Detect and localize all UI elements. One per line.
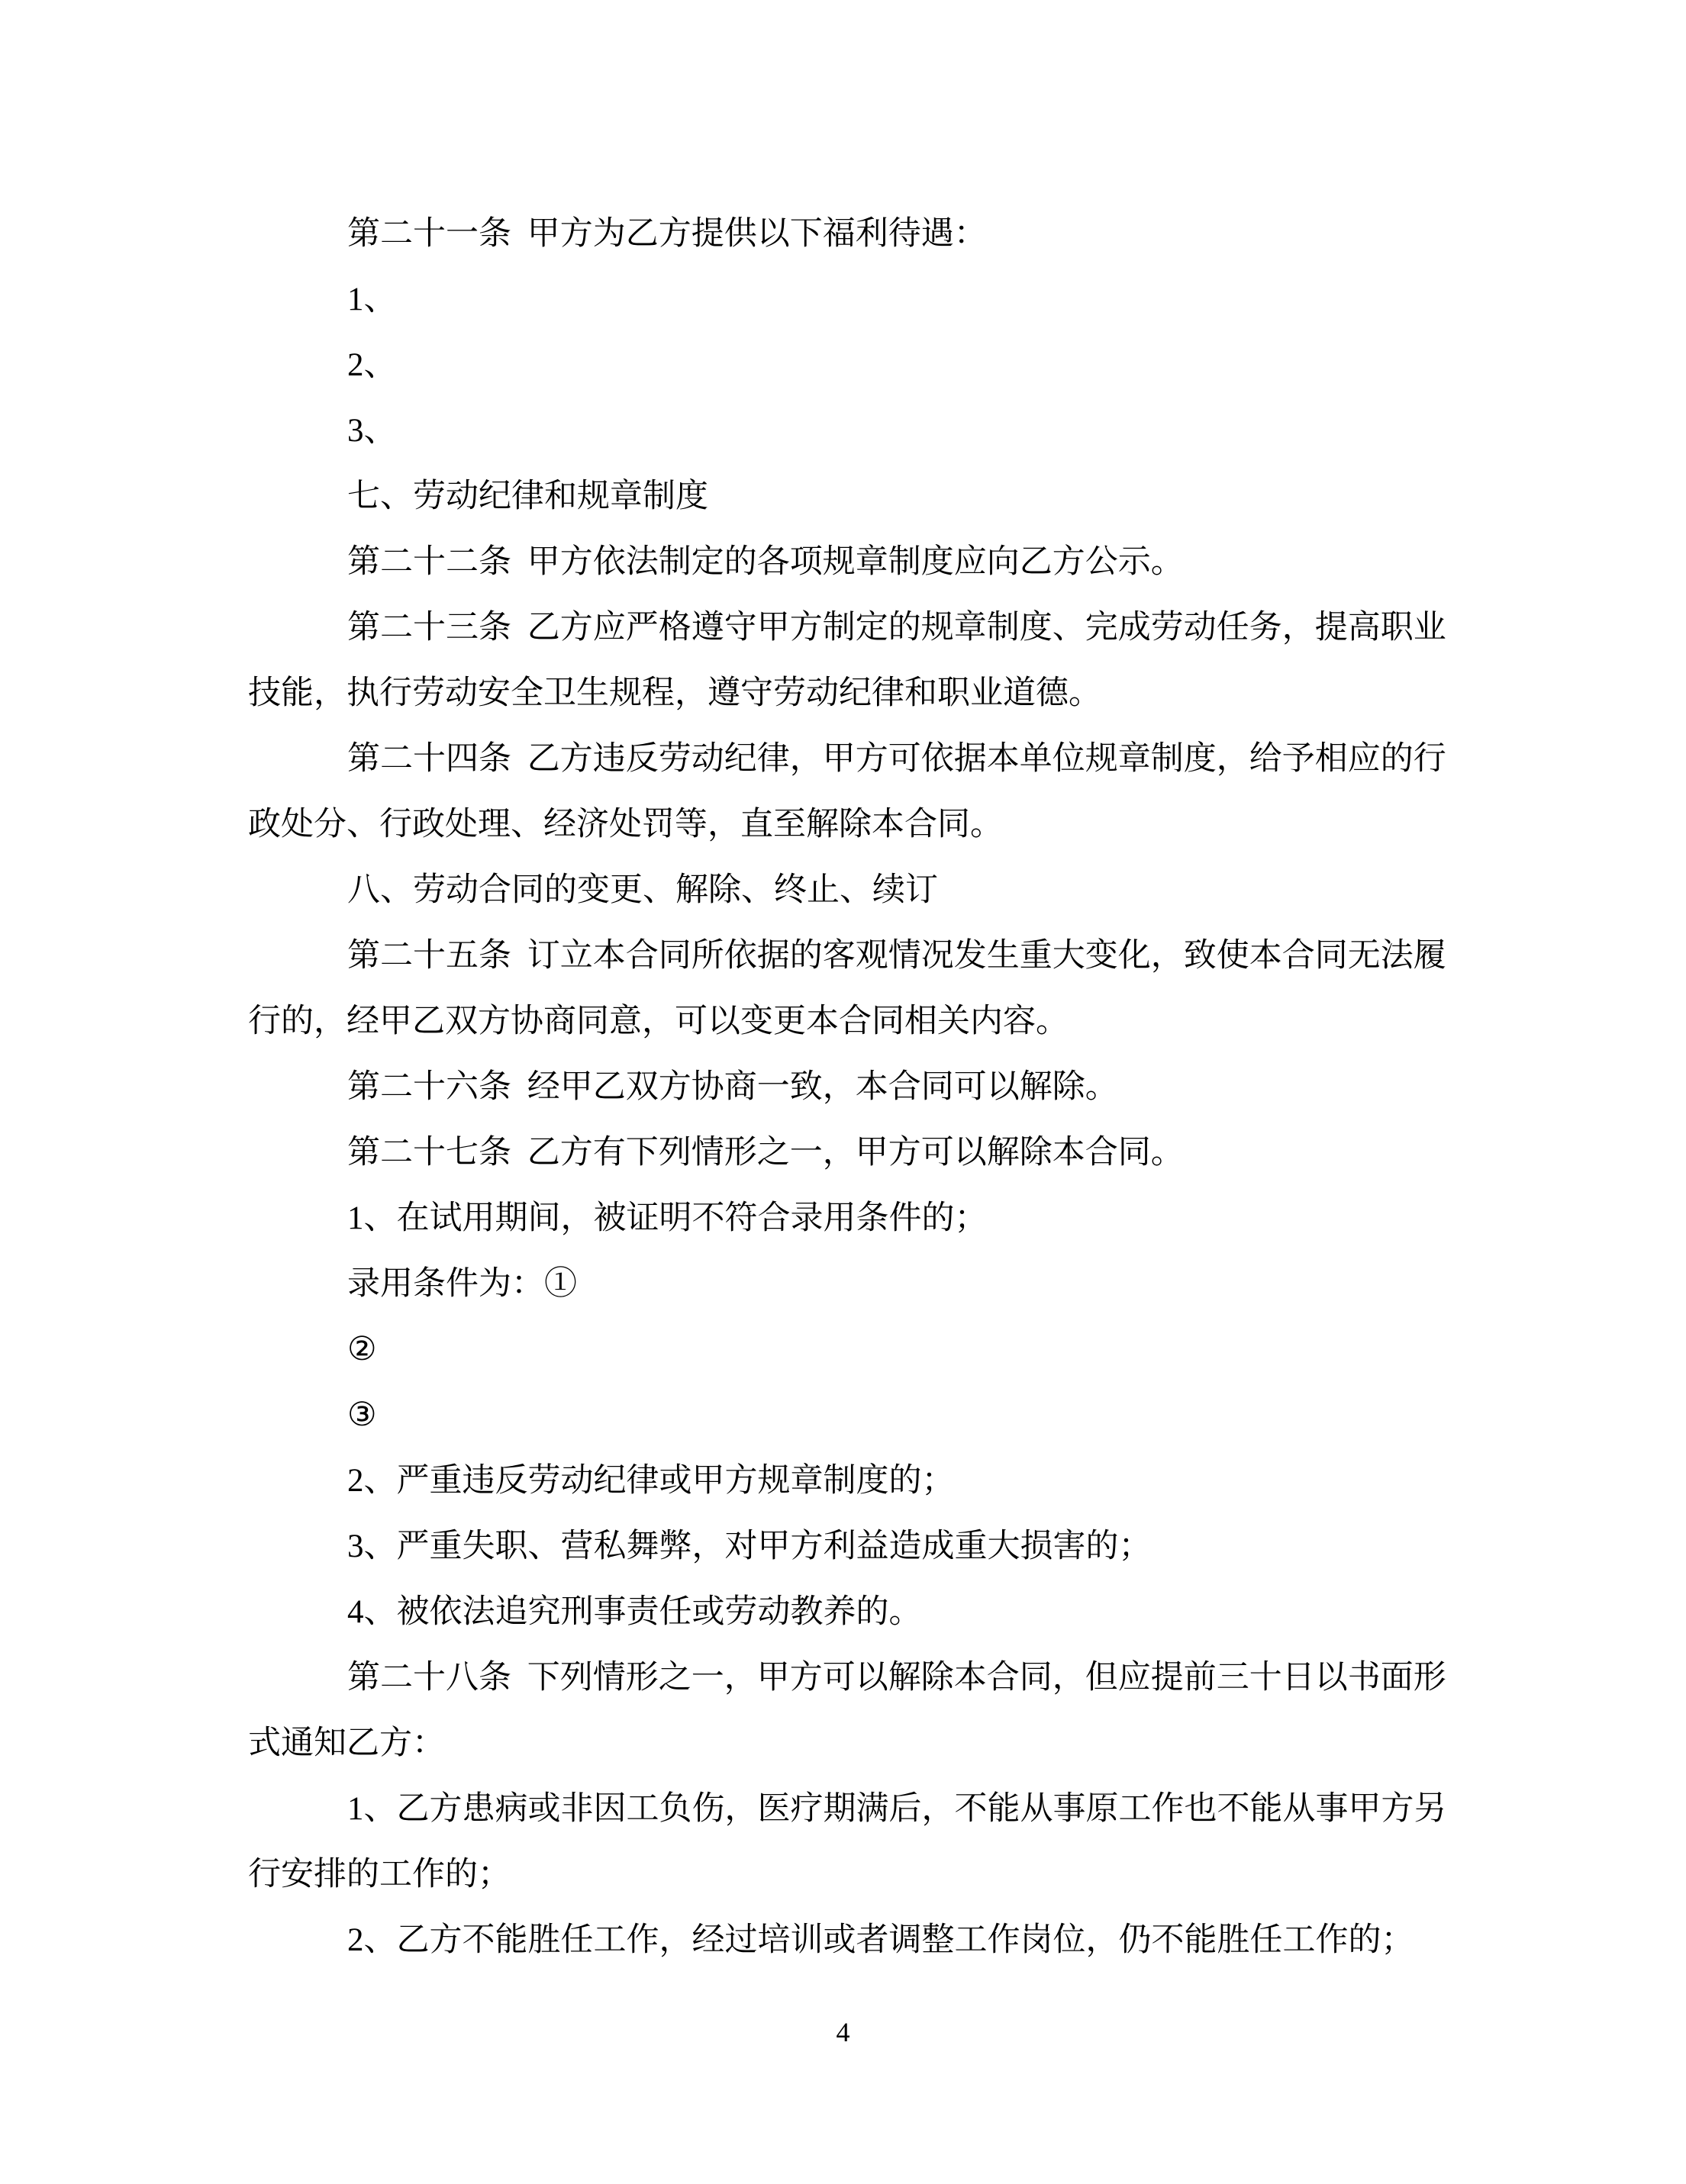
text-line: 4、被依法追究刑事责任或劳动教养的。	[347, 1594, 922, 1630]
text-line: 第二十七条 乙方有下列情形之一，甲方可以解除本合同。	[347, 1135, 1184, 1171]
page-number: 4	[836, 2017, 850, 2047]
text-line: 1、乙方患病或非因工负伤，医疗期满后，不能从事原工作也不能从事甲方另	[347, 1791, 1447, 1827]
text-line: 第二十八条 下列情形之一，甲方可以解除本合同，但应提前三十日以书面形	[347, 1660, 1446, 1696]
text-line: 第二十五条 订立本合同所依据的客观情况发生重大变化，致使本合同无法履	[347, 938, 1446, 974]
text-line: 第二十一条 甲方为乙方提供以下福利待遇：	[347, 216, 987, 252]
text-line: 3、严重失职、营私舞弊，对甲方利益造成重大损害的；	[347, 1528, 1152, 1564]
text-line: 录用条件为：①	[347, 1266, 577, 1302]
text-line: 1、	[347, 282, 397, 317]
text-line: 2、乙方不能胜任工作，经过培训或者调整工作岗位，仍不能胜任工作的；	[347, 1922, 1414, 1958]
text-line: 第二十六条 经甲乙双方协商一致，本合同可以解除。	[347, 1069, 1118, 1105]
text-line: 行的，经甲乙双方协商同意，可以变更本合同相关内容。	[248, 1003, 1069, 1039]
text-line: 2、严重违反劳动纪律或甲方规章制度的；	[347, 1463, 955, 1499]
text-line: ③	[347, 1397, 377, 1433]
text-line: 式通知乙方：	[248, 1725, 445, 1761]
text-line: 第二十四条 乙方违反劳动纪律，甲方可依据本单位规章制度，给予相应的行	[347, 741, 1446, 777]
text-line: 3、	[347, 413, 397, 449]
text-line: 行安排的工作的；	[248, 1857, 511, 1892]
text-line: 八、劳动合同的变更、解除、终止、续订	[347, 872, 938, 908]
text-line: 技能，执行劳动安全卫生规程，遵守劳动纪律和职业道德。	[248, 675, 1101, 711]
text-line: 七、劳动纪律和规章制度	[347, 478, 708, 514]
text-line: 2、	[347, 347, 397, 383]
text-line: ②	[347, 1332, 377, 1367]
text-line: 政处分、行政处理、经济处罚等，直至解除本合同。	[248, 807, 1003, 842]
text-line: 1、在试用期间，被证明不符合录用条件的；	[347, 1200, 988, 1236]
document-body	[248, 201, 1599, 1973]
text-line: 第二十三条 乙方应严格遵守甲方制定的规章制度、完成劳动任务，提高职业	[347, 610, 1446, 646]
text-line: 第二十二条 甲方依法制定的各项规章制度应向乙方公示。	[347, 544, 1184, 580]
